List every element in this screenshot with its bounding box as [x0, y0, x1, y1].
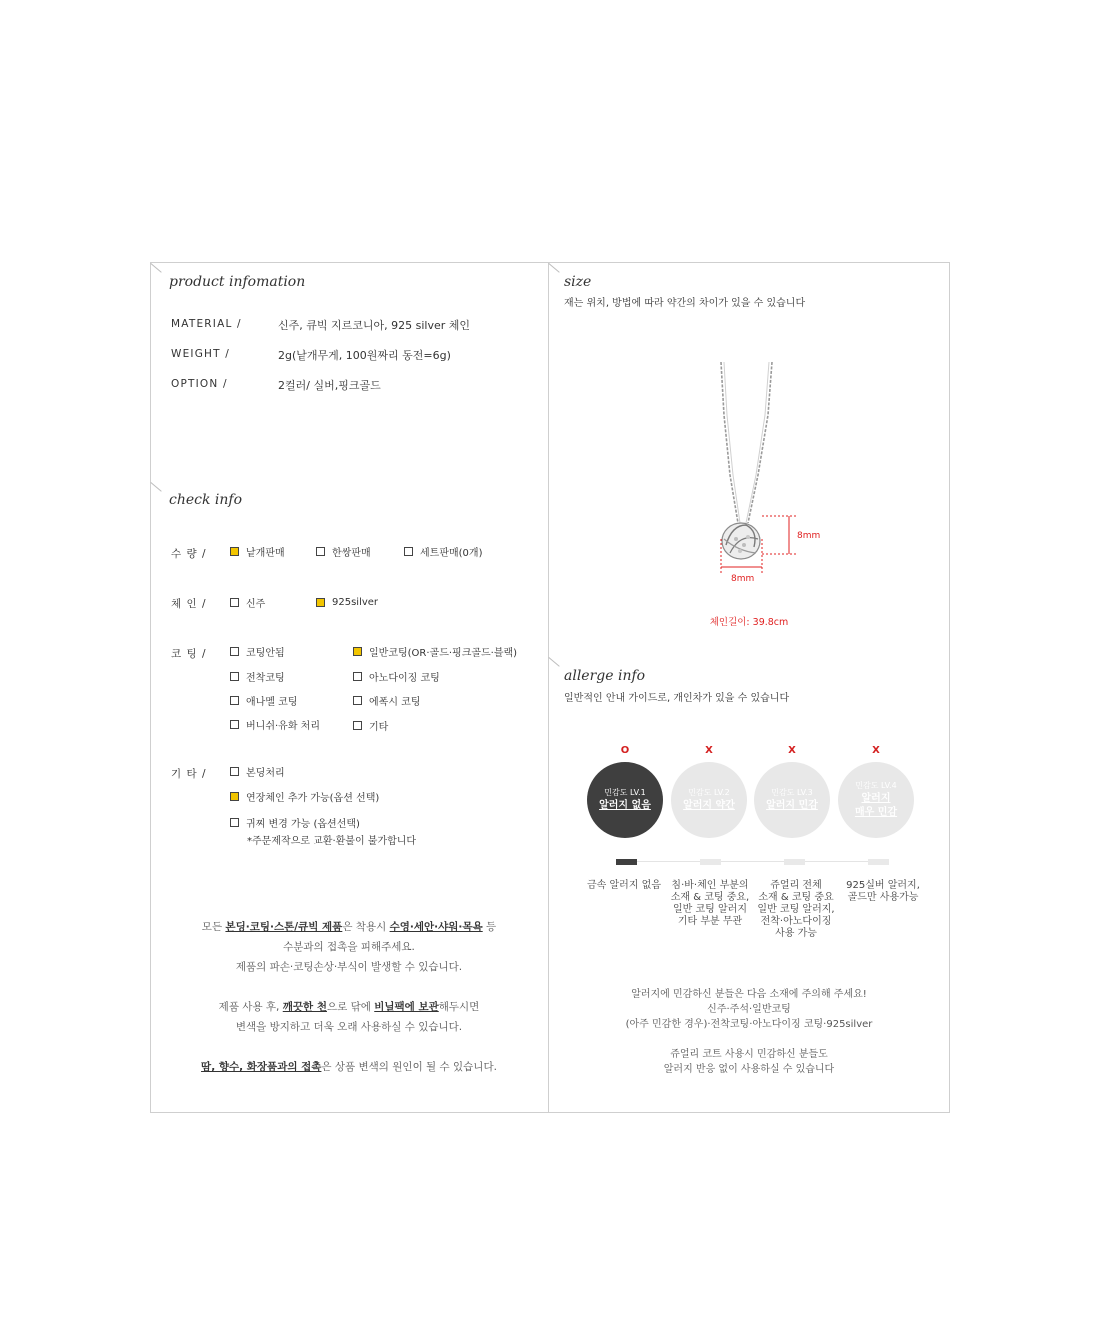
height-dimension-label: 8mm — [797, 531, 821, 541]
level-3-mark: X — [788, 745, 796, 756]
quantity-label: 수 량 / — [171, 548, 207, 560]
info-frame — [150, 262, 950, 1113]
option-brass[interactable]: 신주 — [230, 595, 265, 609]
option-anodizing-coating[interactable]: 아노다이징 코팅 — [353, 669, 440, 683]
option-electro-coating[interactable]: 전착코팅 — [230, 669, 285, 683]
chain-label: 체 인 / — [171, 598, 207, 610]
necklace-illustration — [700, 355, 830, 585]
level-1-mark: O — [620, 745, 630, 756]
column-divider — [548, 262, 549, 1113]
checkbox[interactable] — [353, 647, 362, 656]
level-scale — [616, 861, 889, 862]
checkbox[interactable] — [316, 547, 325, 556]
option-coating-etc[interactable]: 기타 — [353, 718, 388, 732]
no-refund-note: *주문제작으로 교환·환불이 불가합니다 — [247, 836, 417, 847]
product-info-title: product infomation — [169, 274, 306, 290]
allergy-title: allerge info — [564, 668, 646, 684]
checkbox[interactable] — [230, 547, 239, 556]
option-burnish[interactable]: 버니쉬·유화 처리 — [230, 717, 320, 731]
level-4-marker — [868, 859, 889, 865]
checkbox[interactable] — [230, 767, 239, 776]
checkbox[interactable] — [353, 721, 362, 730]
option-value: 2컬러/ 실버,핑크골드 — [278, 379, 381, 392]
option-enamel-coating[interactable]: 애나멜 코팅 — [230, 693, 297, 707]
allergy-warning: 알러지에 민감하신 분들은 다음 소재에 주의해 주세요! 신주·주석·일반코팅 (아주 민감한 경우)·전착코팅·아노다이징 코팅·925silver — [625, 989, 873, 1030]
checkbox[interactable] — [353, 672, 362, 681]
checkbox[interactable] — [353, 696, 362, 705]
checkbox[interactable] — [230, 792, 239, 801]
level-1-description: 금속 알러지 없음 — [587, 880, 661, 891]
coating-label: 코 팅 / — [171, 648, 207, 660]
option-epoxy-coating[interactable]: 에폭시 코팅 — [353, 693, 420, 707]
option-no-coating[interactable]: 코팅안됨 — [230, 644, 285, 658]
care-note-2: 제품 사용 후, 깨끗한 천으로 닦에 비닐팩에 보관해두시면 변색을 방지하고 더욱 오래 사용하실 수 있습니다. — [218, 1001, 480, 1033]
option-extension-chain[interactable]: 연장체인 추가 가능(옵션 선택) — [230, 789, 379, 803]
option-set[interactable]: 세트판매(0개) — [404, 544, 482, 558]
weight-value: 2g(낱개무게, 100원짜리 동전=6g) — [278, 349, 451, 362]
checkbox[interactable] — [404, 547, 413, 556]
level-4-mark: X — [872, 745, 880, 756]
allergy-subtitle: 일반적인 안내 가이드로, 개인차가 있을 수 있습니다 — [564, 693, 790, 704]
level-3-circle: 민감도 LV.3 알러지 민감 — [754, 762, 830, 838]
check-info-title: check info — [169, 492, 243, 508]
level-2-mark: X — [705, 745, 713, 756]
option-single[interactable]: 낱개판매 — [230, 544, 285, 558]
width-dimension-label: 8mm — [731, 574, 755, 584]
material-label: MATERIAL / — [171, 318, 242, 330]
option-label: OPTION / — [171, 378, 228, 390]
checkbox[interactable] — [230, 720, 239, 729]
jewelry-coat-note: 쥬얼리 코트 사용시 민감하신 분들도 알러지 반응 없이 사용하실 수 있습니다 — [663, 1049, 835, 1075]
size-subtitle: 재는 위치, 방법에 따라 약간의 차이가 있을 수 있습니다 — [564, 298, 806, 309]
checkbox[interactable] — [316, 598, 325, 607]
checkbox[interactable] — [230, 598, 239, 607]
chain-length-label: 체인길이: 39.8cm — [709, 617, 789, 628]
level-1-marker — [616, 859, 637, 865]
option-bonding[interactable]: 본딩처리 — [230, 764, 285, 778]
checkbox[interactable] — [230, 672, 239, 681]
option-general-coating[interactable]: 일반코팅(OR·골드·핑크골드·블랙) — [353, 644, 517, 658]
option-pair[interactable]: 한쌍판매 — [316, 544, 371, 558]
checkbox[interactable] — [230, 696, 239, 705]
care-note-1: 모든 본딩·코팅·스톤/큐빅 제품은 착용시 수영·세안·샤워·목욕 등 수분과의 접촉을 피해주세요. 제품의 파손·코팅손상·부식이 발생할 수 있습니다. — [201, 921, 497, 973]
level-3-marker — [784, 859, 805, 865]
weight-label: WEIGHT / — [171, 348, 231, 360]
option-clip-on[interactable]: 귀찌 변경 가능 (옵션선택) — [230, 815, 360, 829]
size-title: size — [564, 274, 592, 290]
level-2-circle: 민감도 LV.2 알러지 약간 — [671, 762, 747, 838]
level-4-circle: 민감도 LV.4 알러지 매우 민감 — [838, 762, 914, 838]
care-note-3: 땀, 향수, 화장품과의 접촉은 상품 변색의 원인이 될 수 있습니다. — [201, 1061, 497, 1073]
etc-label: 기 타 / — [171, 768, 207, 780]
checkbox[interactable] — [230, 818, 239, 827]
option-925silver[interactable]: 925silver — [316, 595, 378, 609]
level-2-description: 침·바·체인 부분의 소재 & 코팅 중요, 일반 코팅 알러지 기타 부분 무관 — [670, 880, 750, 927]
level-1-circle: 민감도 LV.1 알러지 없음 — [587, 762, 663, 838]
material-value: 신주, 큐빅 지르코니아, 925 silver 체인 — [278, 319, 470, 332]
checkbox[interactable] — [230, 647, 239, 656]
level-2-marker — [700, 859, 721, 865]
level-4-description: 925실버 알러지, 골드만 사용가능 — [846, 880, 920, 903]
level-3-description: 쥬얼리 전체 소재 & 코팅 중요 일반 코팅 알러지, 전착·아노다이징 사용 가능 — [757, 880, 835, 939]
